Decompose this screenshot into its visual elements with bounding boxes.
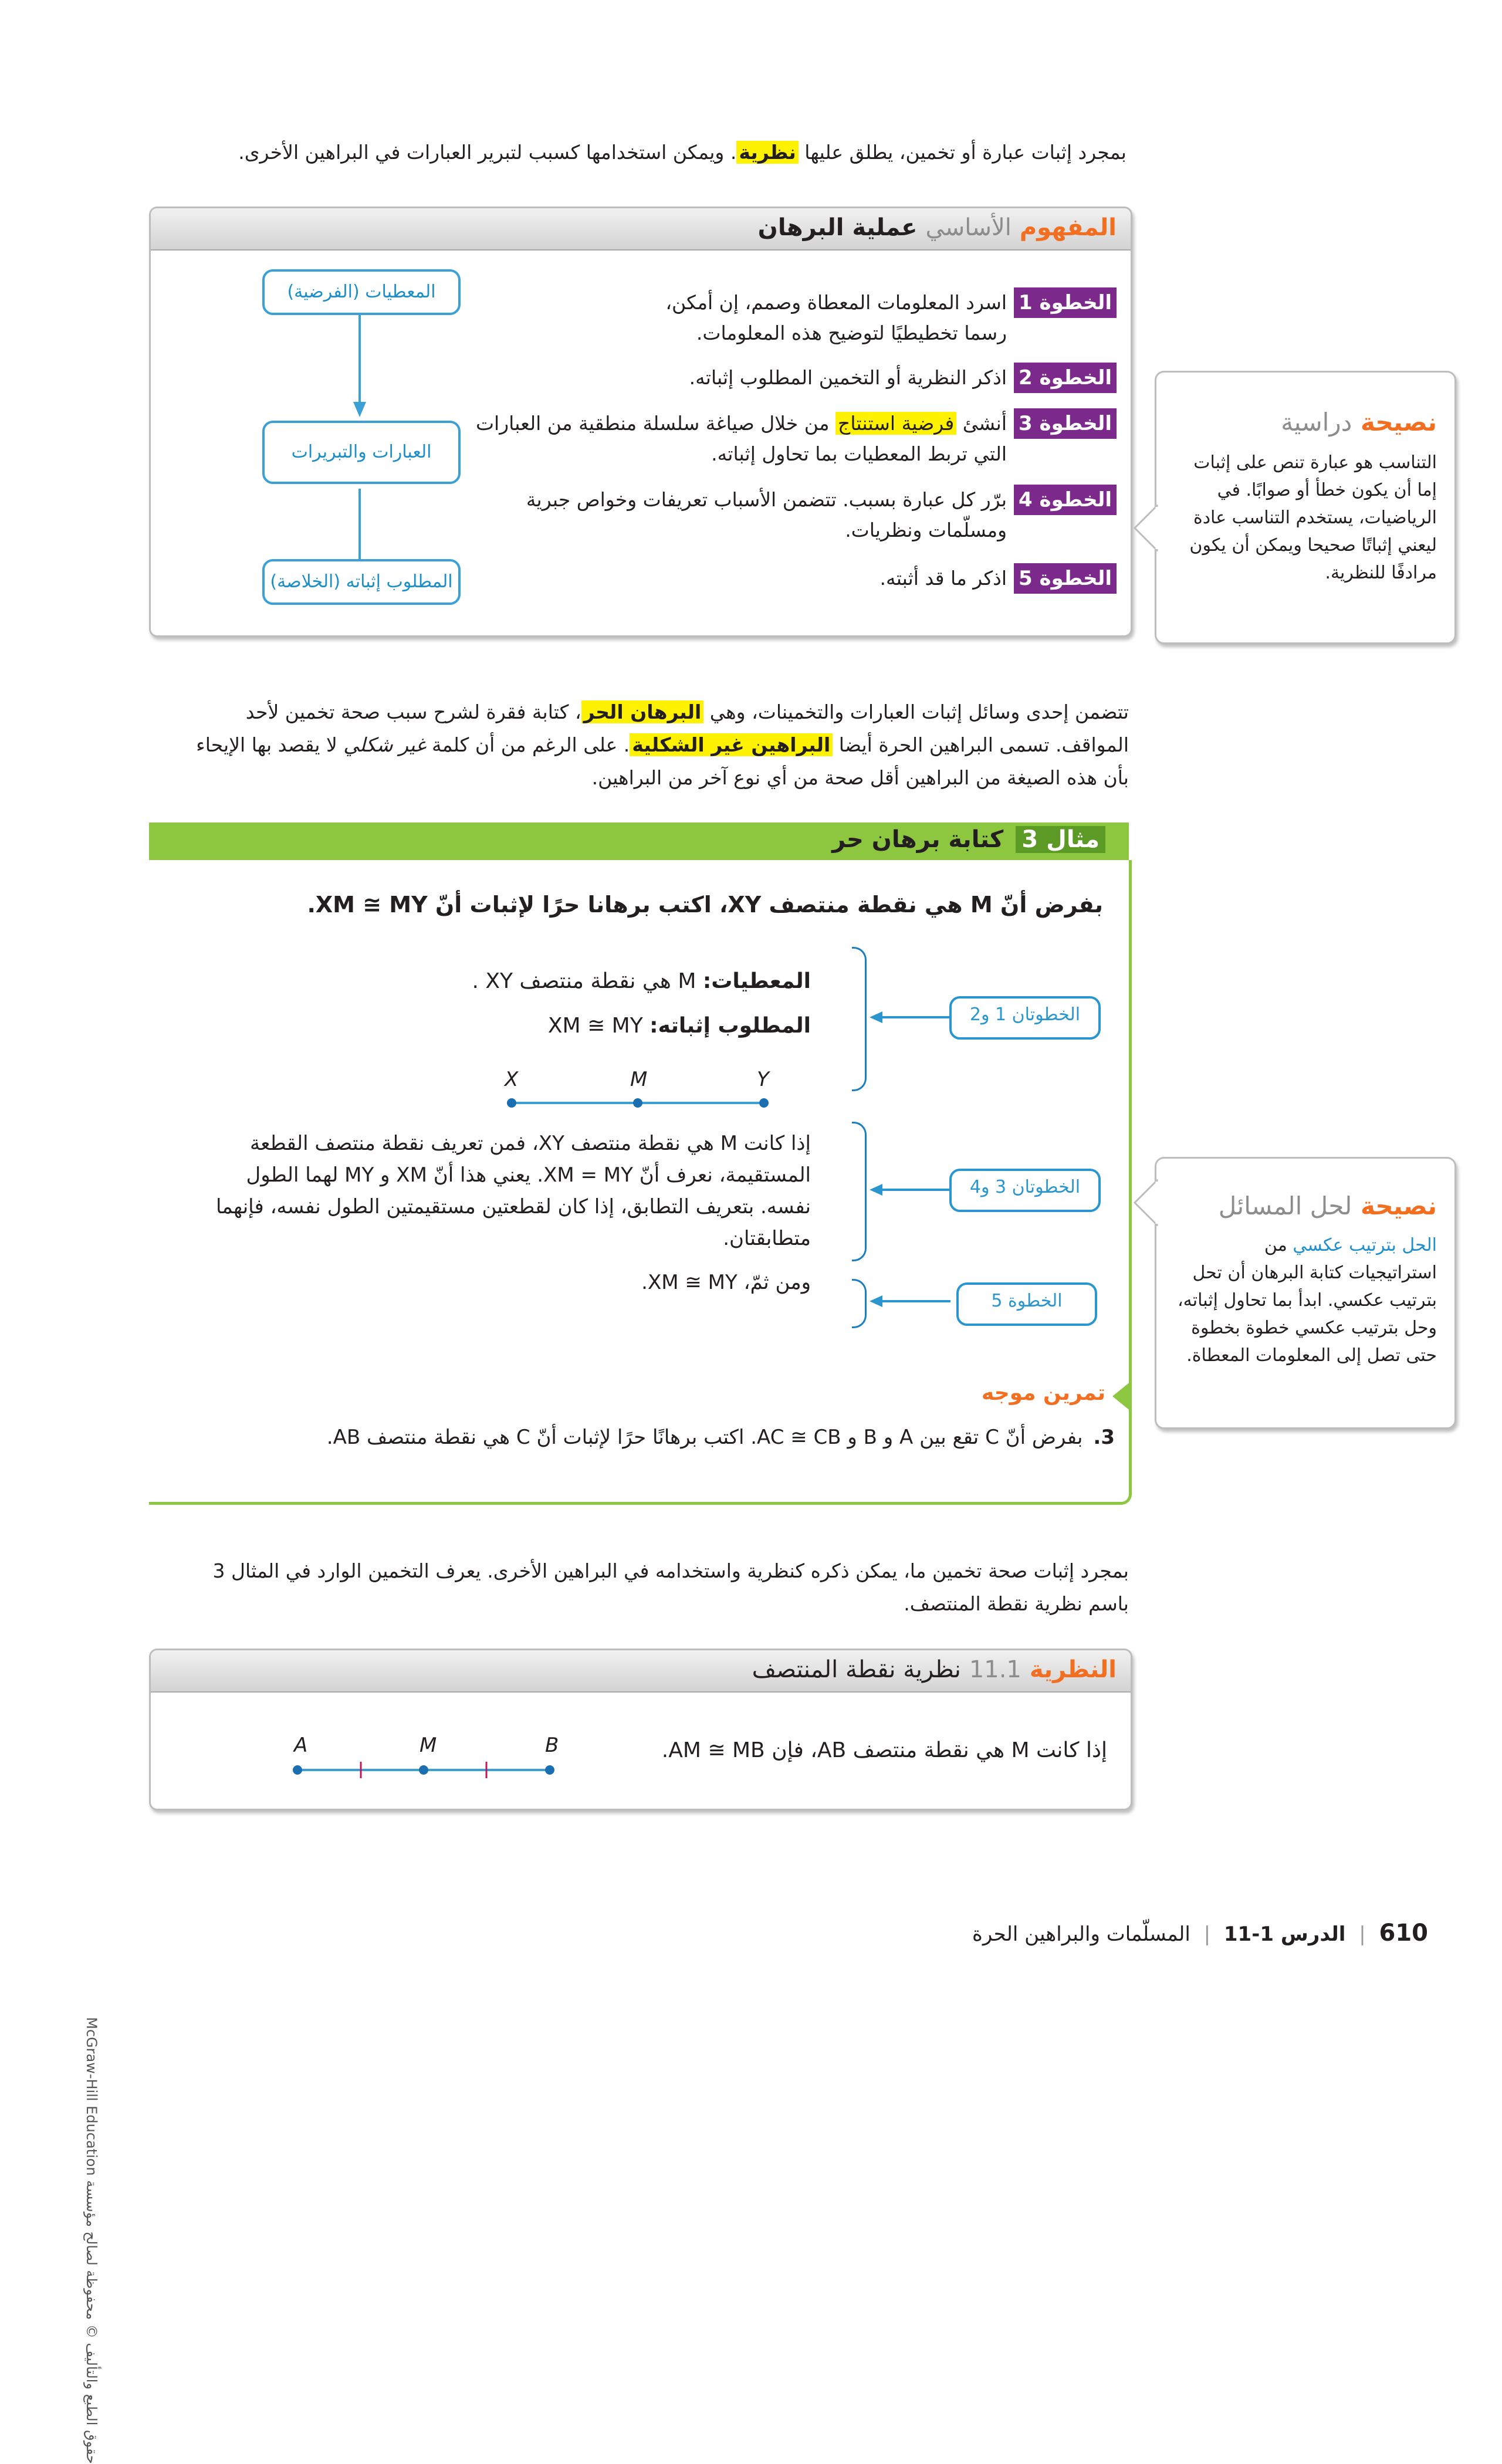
problem-tip-pointer — [1134, 1179, 1158, 1226]
point-x — [507, 1098, 516, 1108]
flow-prove: المطلوب إثباته (الخلاصة) — [262, 559, 461, 605]
callout-step-5: الخطوة 5 — [956, 1282, 1097, 1326]
callout-arrows — [868, 939, 956, 1349]
example-conclusion: ومن ثمّ، XM ≅ MY. — [641, 1271, 811, 1294]
example-given: المعطيات: M هي نقطة منتصف XY . — [472, 969, 811, 993]
intro-paragraph: بمجرد إثبات عبارة أو تخمين، يطلق عليها نظرية. ويمكن استخدامها كسبب لتبرير العبارات في البراهين الأخرى. — [238, 141, 1126, 164]
page-footer: 610 | الدرس 1-11 | المسلّمات والبراهين الحرة — [972, 1920, 1428, 1947]
step-4: الخطوة 4 برّر كل عبارة بسبب. تتضمن الأسباب تعريفات وخواص جبرية ومسلّمات ونظريات. — [479, 485, 1117, 546]
step-3: الخطوة 3 أنشئ فرضية استنتاج من خلال صياغة سلسلة منطقية من العبارات التي تربط المعطيات بما تحاول إثباته. — [467, 408, 1117, 469]
problem-tip-title: نصيحة لحل المسائل — [1218, 1192, 1437, 1220]
steps-list — [471, 287, 1117, 616]
label-b: B — [545, 1734, 559, 1757]
point-y — [759, 1098, 769, 1108]
point-m2 — [419, 1765, 428, 1775]
label-x: X — [505, 1068, 519, 1091]
study-tip-title: نصيحة دراسية — [1281, 408, 1437, 436]
brace-steps-3-4 — [852, 1122, 867, 1261]
page-number: 610 — [1379, 1920, 1428, 1947]
step-1: الخطوة 1 اسرد المعلومات المعطاة وصمم، إن أمكن، رسما تخطيطيًا لتوضيح هذه المعلومات. — [620, 287, 1117, 348]
theorem-box — [149, 1649, 1132, 1810]
brace-step-5 — [852, 1279, 867, 1328]
step-2: الخطوة 2 اذكر النظرية أو التخمين المطلوب إثباته. — [479, 363, 1117, 393]
step-5: الخطوة 5 اذكر ما قد أثبته. — [596, 563, 1117, 594]
example-body: إذا كانت M هي نقطة منتصف XY، فمن تعريف نقطة منتصف القطعة المستقيمة، نعرف أنّ XM = MY. يعني هذا أنّ XM و MY لهما الطول نفسه. بتعريف التطابق، إذا كان لقطعتين مستقيمتين الطول نفسه، فإنهما متطابقتان. — [216, 1132, 811, 1250]
guided-practice-marker — [1111, 1381, 1132, 1412]
study-tip — [1155, 371, 1456, 644]
guided-practice-label: تمرين موجه — [981, 1381, 1105, 1405]
key-concept-title: المفهوم الأساسي عملية البرهان — [757, 214, 1117, 241]
label-m: M — [630, 1068, 648, 1091]
label-a: A — [294, 1734, 308, 1757]
theorem-header — [151, 1650, 1131, 1693]
point-b — [545, 1765, 554, 1775]
label-y: Y — [757, 1068, 769, 1091]
example-label: مثال 3 — [1016, 826, 1105, 853]
flow-given: المعطيات (الفرضية) — [262, 269, 461, 315]
midpoint-paragraph: بمجرد إثبات صحة تخمين ما، يمكن ذكره كنظرية واستخدامه في البراهين الأخرى. يعرف التخمين الوارد في المثال 3 باسم نظرية نقطة المنتصف. — [212, 1559, 1129, 1615]
free-proof-paragraph: تتضمن إحدى وسائل إثبات العبارات والتخمينات، وهي البرهان الحر، كتابة فقرة لشرح سبب صحة تخمين لأحد المواقف. تسمى البراهين الحرة أيضا البراهين غير الشكلية. على الرغم من أن كلمة غير شكلي لا يقصد بها الإيحاء بأن هذه الصيغة من البراهين أقل صحة من أي نوع آخر من البراهين. — [196, 700, 1129, 789]
flow-statements: العبارات والتبريرات — [262, 421, 461, 484]
example-title: كتابة برهان حر — [832, 826, 1004, 853]
label-m-theorem: M — [420, 1734, 437, 1757]
problem-solving-tip — [1155, 1157, 1456, 1429]
callout-steps-1-2: الخطوتان 1 و2 — [949, 996, 1101, 1040]
lesson-label: الدرس 1-11 — [1223, 1923, 1346, 1946]
point-a — [293, 1765, 302, 1775]
study-tip-body: التناسب هو عبارة تنص على إثبات إما أن يكون خطأ أو صوابًا. في الرياضيات، يستخدم التناسب عادة ليعني إثباتًا صحيحا ويمكن أن يكون مرادفًا للنظرية. — [1189, 452, 1437, 583]
lesson-title: المسلّمات والبراهين الحرة — [972, 1923, 1190, 1946]
example-header — [149, 823, 1129, 860]
example-prove: المطلوب إثباته: XM ≅ MY — [547, 1014, 811, 1038]
callout-steps-3-4: الخطوتان 3 و4 — [949, 1169, 1101, 1212]
theorem-title: النظرية 11.1 نظرية نقطة المنتصف — [752, 1656, 1117, 1683]
theorem-statement: إذا كانت M هي نقطة منتصف AB، فإن AM ≅ MB. — [661, 1738, 1107, 1762]
brace-steps-1-2 — [852, 947, 867, 1091]
term-theorem: نظرية — [736, 141, 798, 164]
key-concept-box — [149, 207, 1132, 637]
study-tip-pointer — [1134, 505, 1158, 551]
example-prompt: بفرض أنّ M هي نقطة منتصف XY، اكتب برهانا حرًا لإثبات أنّ XM ≅ MY. — [307, 892, 1103, 918]
problem-tip-body: الحل بترتيب عكسي من استراتيجيات كتابة البرهان أن تحل بترتيب عكسي. ابدأ بما تحاول إثباته، وحل بترتيب عكسي خطوة بخطوة حتى تصل إلى المعلومات المعطاة. — [1177, 1235, 1437, 1366]
side-credit: حقوق الطبع والتأليف © محفوظة لصالح مؤسسة McGraw-Hill Education — [83, 2017, 100, 2464]
point-m — [633, 1098, 642, 1108]
exercise-3: 3.بفرض أنّ C تقع بين A و B و AC ≅ CB. اكتب برهانًا حرًا لإثبات أنّ C هي نقطة منتصف AB. — [326, 1426, 1115, 1449]
